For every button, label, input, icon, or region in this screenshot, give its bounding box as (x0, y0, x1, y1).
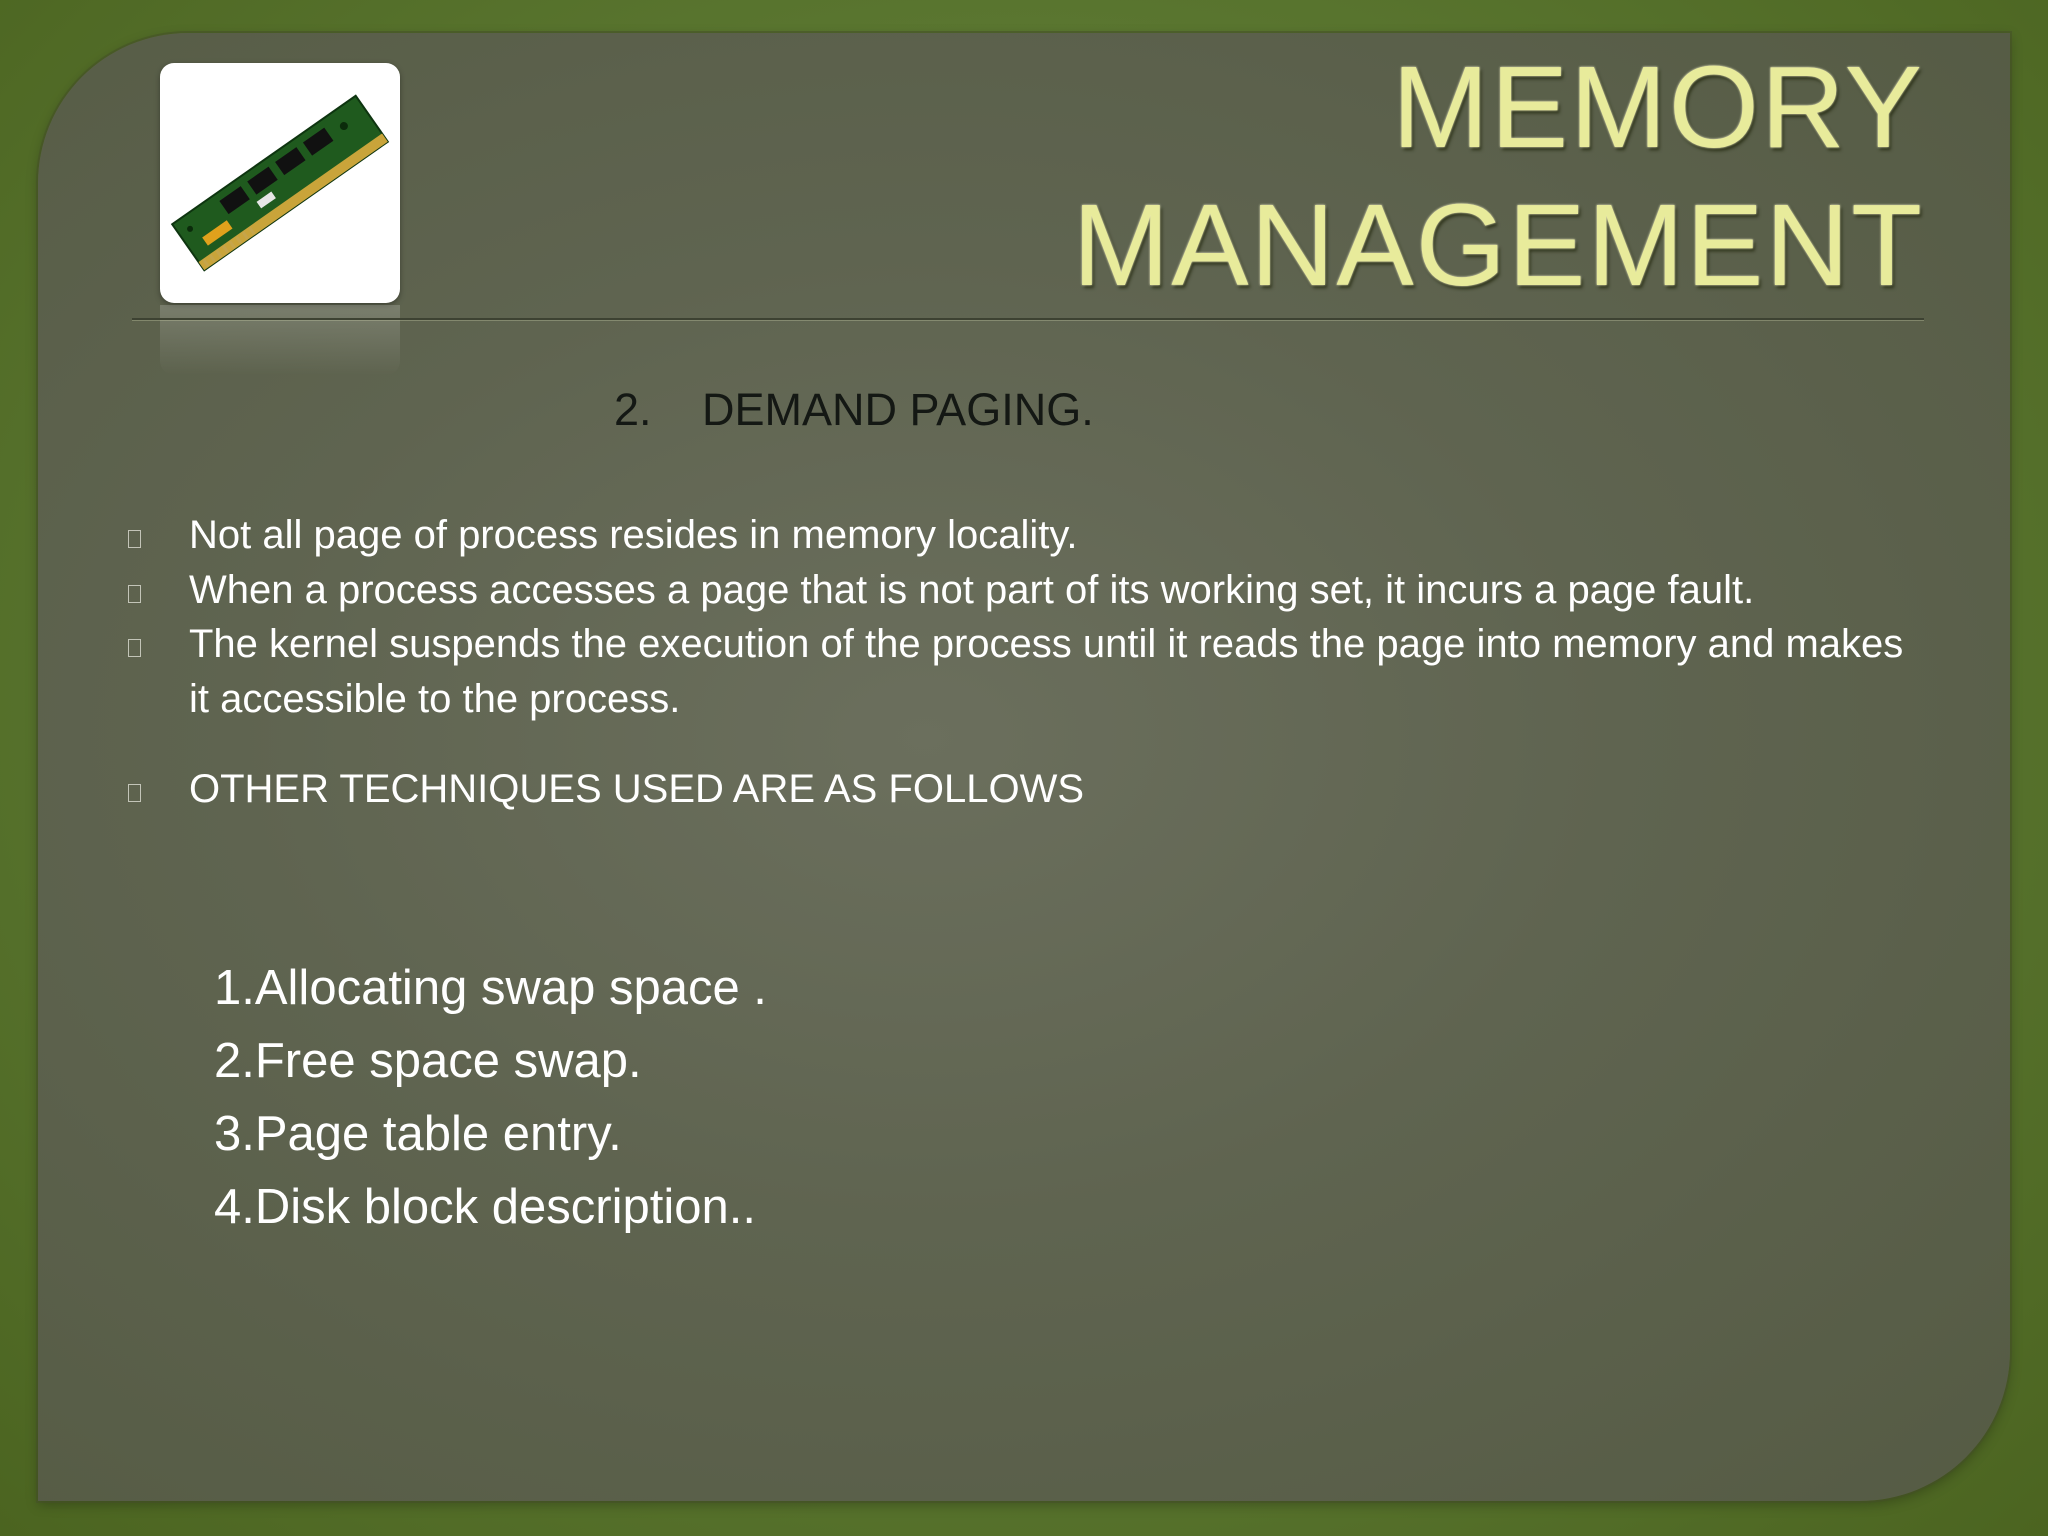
slide-title (1073, 38, 1924, 314)
technique-item: 2.Free space swap. (214, 1034, 642, 1088)
ram-module-image (160, 63, 400, 303)
title-line-1: MEMORY (1392, 42, 1924, 172)
heading-text: DEMAND PAGING. (702, 384, 1094, 435)
technique-item: 4.Disk block description.. (214, 1180, 756, 1234)
list-item (124, 563, 1924, 618)
bullet-text: When a process accesses a page that is not part of its working set, it incurs a page fault. (189, 567, 1755, 612)
list-item (124, 762, 1924, 817)
title-divider (132, 318, 1924, 320)
list-item (124, 508, 1924, 563)
heading-number: 2. (614, 384, 652, 435)
bullet-box-icon (128, 784, 141, 802)
section-heading (614, 384, 1094, 436)
bullet-list (124, 508, 1924, 817)
bullet-text: The kernel suspends the execution of the process until it reads the page into memory and makes it accessible to the process. (189, 622, 1904, 721)
bullet-text: Not all page of process resides in memory locality. (189, 513, 1078, 557)
list-item (124, 617, 1924, 726)
bullet-text: OTHER TECHNIQUES USED ARE AS FOLLOWS (189, 767, 1084, 811)
technique-item: 1.Allocating swap space . (214, 961, 767, 1015)
bullet-box-icon (128, 530, 141, 548)
title-line-2: MANAGEMENT (1072, 180, 1924, 310)
image-reflection (160, 305, 400, 375)
bullet-box-icon (128, 585, 141, 603)
techniques-list (214, 952, 767, 1244)
ram-module-icon (160, 63, 400, 303)
bullet-box-icon (128, 639, 141, 657)
technique-item: 3.Page table entry. (214, 1107, 622, 1161)
